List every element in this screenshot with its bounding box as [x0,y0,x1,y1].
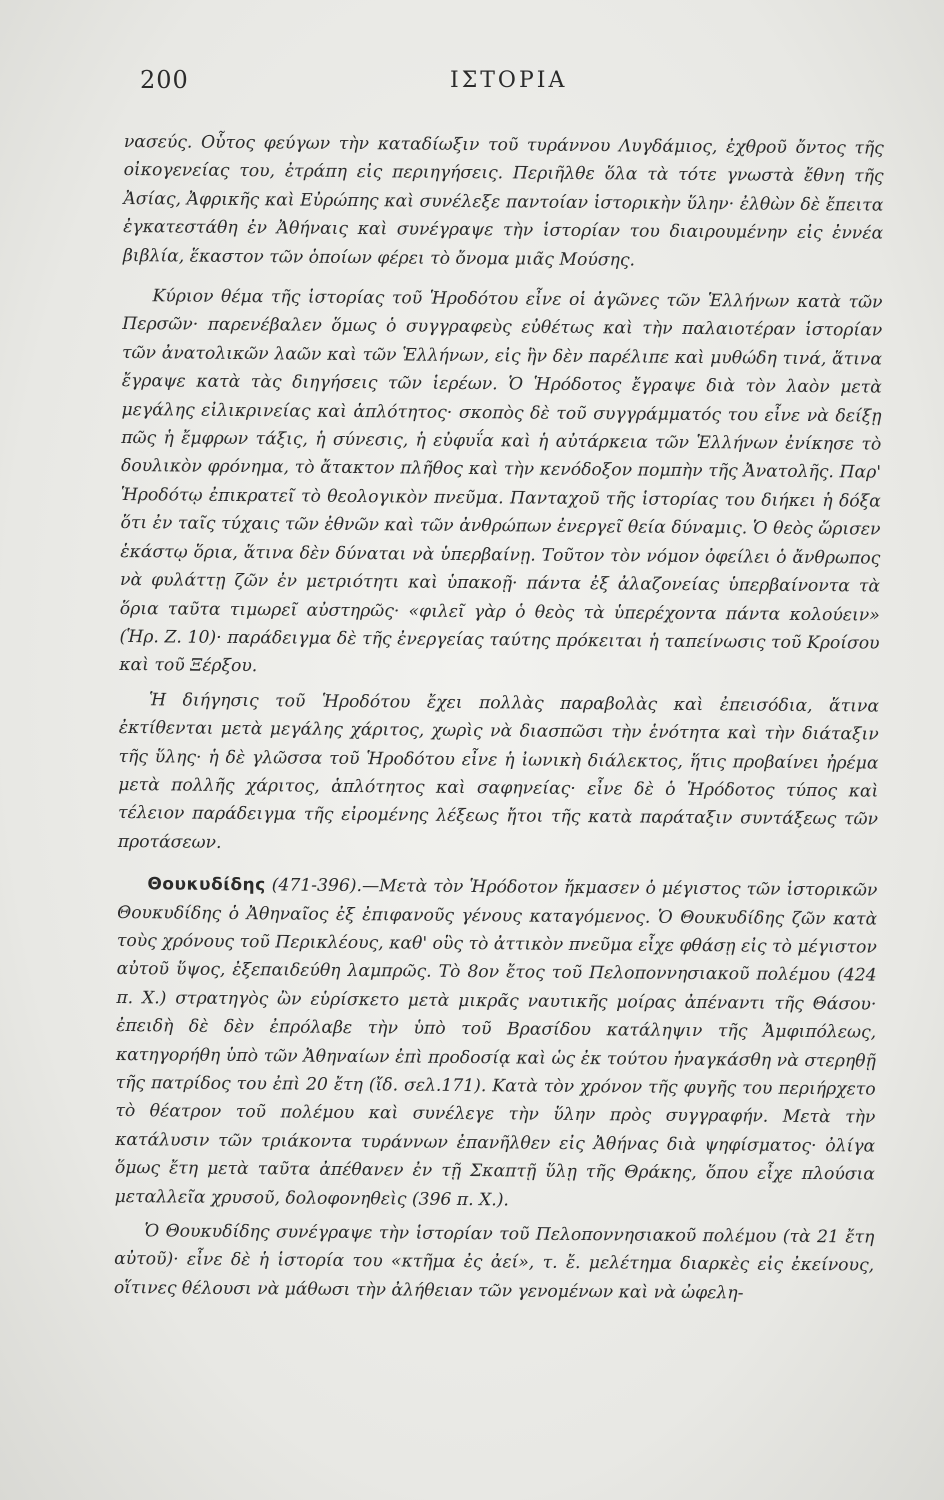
paragraph-herodotus-travels: νασεύς. Οὗτος φεύγων τὴν καταδίωξιν τοῦ τυράννου Λυγδάμιος, ἐχθροῦ ὄντος τῆς οἰκογενείας του, ἐτράπη εἰς περιηγήσεις. Περιῆλθε ὅλα τὰ τότε γνωστὰ ἔθνη τῆς Ἀσίας, Ἀφρικῆς καὶ Εὐρώπης καὶ συνέλεξε παντοίαν ἱστορικὴν ὕλην· ἐλθὼν δὲ ἔπειτα ἐγκατεστάθη ἐν Ἀθήναις καὶ συνέγραψε τὴν ἱστορίαν του διαιρουμένην εἰς ἐννέα βιβλία, ἕκαστον τῶν ὁποίων φέρει τὸ ὄνομα μιᾶς Μούσης. [122,131,884,271]
paragraph-thucydides-bio [115,870,878,1217]
paragraph-herodotus-theme: Κύριον θέμα τῆς ἱστορίας τοῦ Ἡροδότου εἶνε οἱ ἀγῶνες τῶν Ἑλλήνων κατὰ τῶν Περσῶν· παρενέβαλεν ὅμως ὁ συγγραφεὺς εὐθέτως καὶ τὴν παλαιοτέραν ἱστορίαν τῶν ἀνατολικῶν λαῶν καὶ τῶν Ἑλλήνων, εἰς ἣν δὲν παρέλιπε καὶ μυθώδη τινά, ἅτινα ἔγραψε κατὰ τὰς διηγήσεις τῶν ἱερέων. Ὁ Ἡρόδοτος ἔγραψε διὰ τὸν λαὸν μετὰ μεγάλης εἰλικρινείας καὶ ἁπλότητος· σκοπὸς δὲ τοῦ συγγράμματός του εἶνε νὰ δείξῃ πῶς ἡ ἔμφρων τάξις, ἡ σύνεσις, ἡ εὐφυΐα καὶ ἡ αὐτάρκεια τῶν Ἑλλήνων ἐνίκησε τὸ δουλικὸν φρόνημα, τὸ ἄτακτον πλῆθος καὶ τὴν κενόδοξον πομπὴν τῆς Ἀνατολῆς. Παρ' Ἡροδότῳ ἐπικρατεῖ τὸ θεολογικὸν πνεῦμα. Πανταχοῦ τῆς ἱστορίας του διήκει ἡ δόξα ὅτι ἐν ταῖς τύχαις τῶν ἐθνῶν καὶ τῶν ἀνθρώπων ἐνεργεῖ θεία δύναμις. Ὁ θεὸς ὥρισεν ἑκάστῳ ὅρια, ἅτινα δὲν δύναται νὰ ὑπερβαίνῃ. Τοῦτον τὸν νόμον ὀφείλει ὁ ἄνθρωπος νὰ φυλάττῃ ζῶν ἐν μετριότητι καὶ ὑπακοῇ· πάντα ἐξ ἀλαζονείας ὑπερβαίνοντα τὰ ὅρια ταῦτα τιμωρεῖ αὐστηρῶς· «φιλεῖ γὰρ ὁ θεὸς τὰ ὑπερέχοντα πάντα κολούειν» (Ἡρ. Ζ. 10)· παράδειγμα δὲ τῆς ἐνεργείας ταύτης πρόκειται ἡ ταπείνωσις τοῦ Κροίσου καὶ τοῦ Ξέρξου. [119,286,883,677]
running-title: ΙΣΤΟΡΙΑ [450,68,568,93]
paragraph-thucydides-work: Ὁ Θουκυδίδης συνέγραψε τὴν ἱστορίαν τοῦ Πελοποννησιακοῦ πολέμου (τὰ 21 ἔτη αὐτοῦ)· εἶνε δὲ ἡ ἱστορία του «κτῆμα ἐς ἀεί», τ. ἔ. μελέτημα διαρκὲς εἰς ἐκείνους, οἵτινες θέλουσι νὰ μάθωσι τὴν ἀλήθειαν τῶν γενομένων καὶ νὰ ὠφελη- [113,1221,875,1304]
body-text [114,128,884,1315]
page-number: 200 [140,66,189,94]
thucydides-bio-text: (471-396).—Μετὰ τὸν Ἡρόδοτον ἤκμασεν ὁ μέγιστος τῶν ἱστορικῶν Θουκυδίδης ὁ Ἀθηναῖος ἐξ ἐπιφανοῦς γένους καταγόμενος. Ὁ Θουκυδίδης ζῶν κατὰ τοὺς χρόνους τοῦ Περικλέους, καθ' οὓς τὸ ἀττικὸν πνεῦμα εἶχε φθάσῃ εἰς τὸ μέγιστον αὐτοῦ ὕψος, ἐξεπαιδεύθη λαμπρῶς. Τὸ 8ον ἔτος τοῦ Πελοποννησιακοῦ πολέμου (424 π. Χ.) στρατηγὸς ὢν εὑρίσκετο μετὰ μικρᾶς ναυτικῆς μοίρας ἀπέναντι τῆς Θάσου· ἐπειδὴ δὲ δὲν ἐπρόλαβε τὴν ὑπὸ τοῦ Βρασίδου κατάληψιν τῆς Ἀμφιπόλεως, κατηγορήθη ὑπὸ τῶν Ἀθηναίων ἐπὶ προδοσίᾳ καὶ ὡς ἐκ τούτου ἠναγκάσθη νὰ στερηθῇ τῆς πατρίδος του ἐπὶ 20 ἔτη (ἴδ. σελ.171). Κατὰ τὸν χρόνον τῆς φυγῆς του περιήρχετο τὸ θέατρον τοῦ πολέμου καὶ συνέλεγε τὴν ὕλην πρὸς συγγραφήν. Μετὰ τὴν κατάλυσιν τῶν τριάκοντα τυράννων ἐπανῆλθεν εἰς Ἀθήνας διὰ ψηφίσματος· ὀλίγα ὅμως ἔτη μετὰ ταῦτα ἀπέθανεν ἐν τῇ Σκαπτῇ ὕλῃ τῆς Θράκης, ὅπου εἶχε πλούσια μεταλλεῖα χρυσοῦ, δολοφονηθεὶς (396 π. Χ.). [114,875,878,1211]
page-header [140,66,880,106]
paragraph-herodotus-style: Ἡ διήγησις τοῦ Ἡροδότου ἔχει πολλὰς παραβολὰς καὶ ἐπεισόδια, ἅτινα ἐκτίθενται μετὰ μεγάλης χάριτος, χωρὶς νὰ διασπῶσι τὴν ἑνότητα καὶ τὴν διάταξιν τῆς ὕλης· ἡ δὲ γλῶσσα τοῦ Ἡροδότου εἶνε ἡ ἰωνικὴ διάλεκτος, ἥτις προβαίνει ἠρέμα μετὰ πολλῆς χάριτος, ἁπλότητος καὶ σαφηνείας· εἶνε δὲ ὁ Ἡρόδοτος τύπος καὶ τέλειον παράδειγμα τῆς εἰρομένης λέξεως ἤτοι τῆς κατὰ παράταξιν συντάξεως τῶν προτάσεων. [117,689,880,853]
section-heading-thucydides: Θουκυδίδης [147,874,266,896]
